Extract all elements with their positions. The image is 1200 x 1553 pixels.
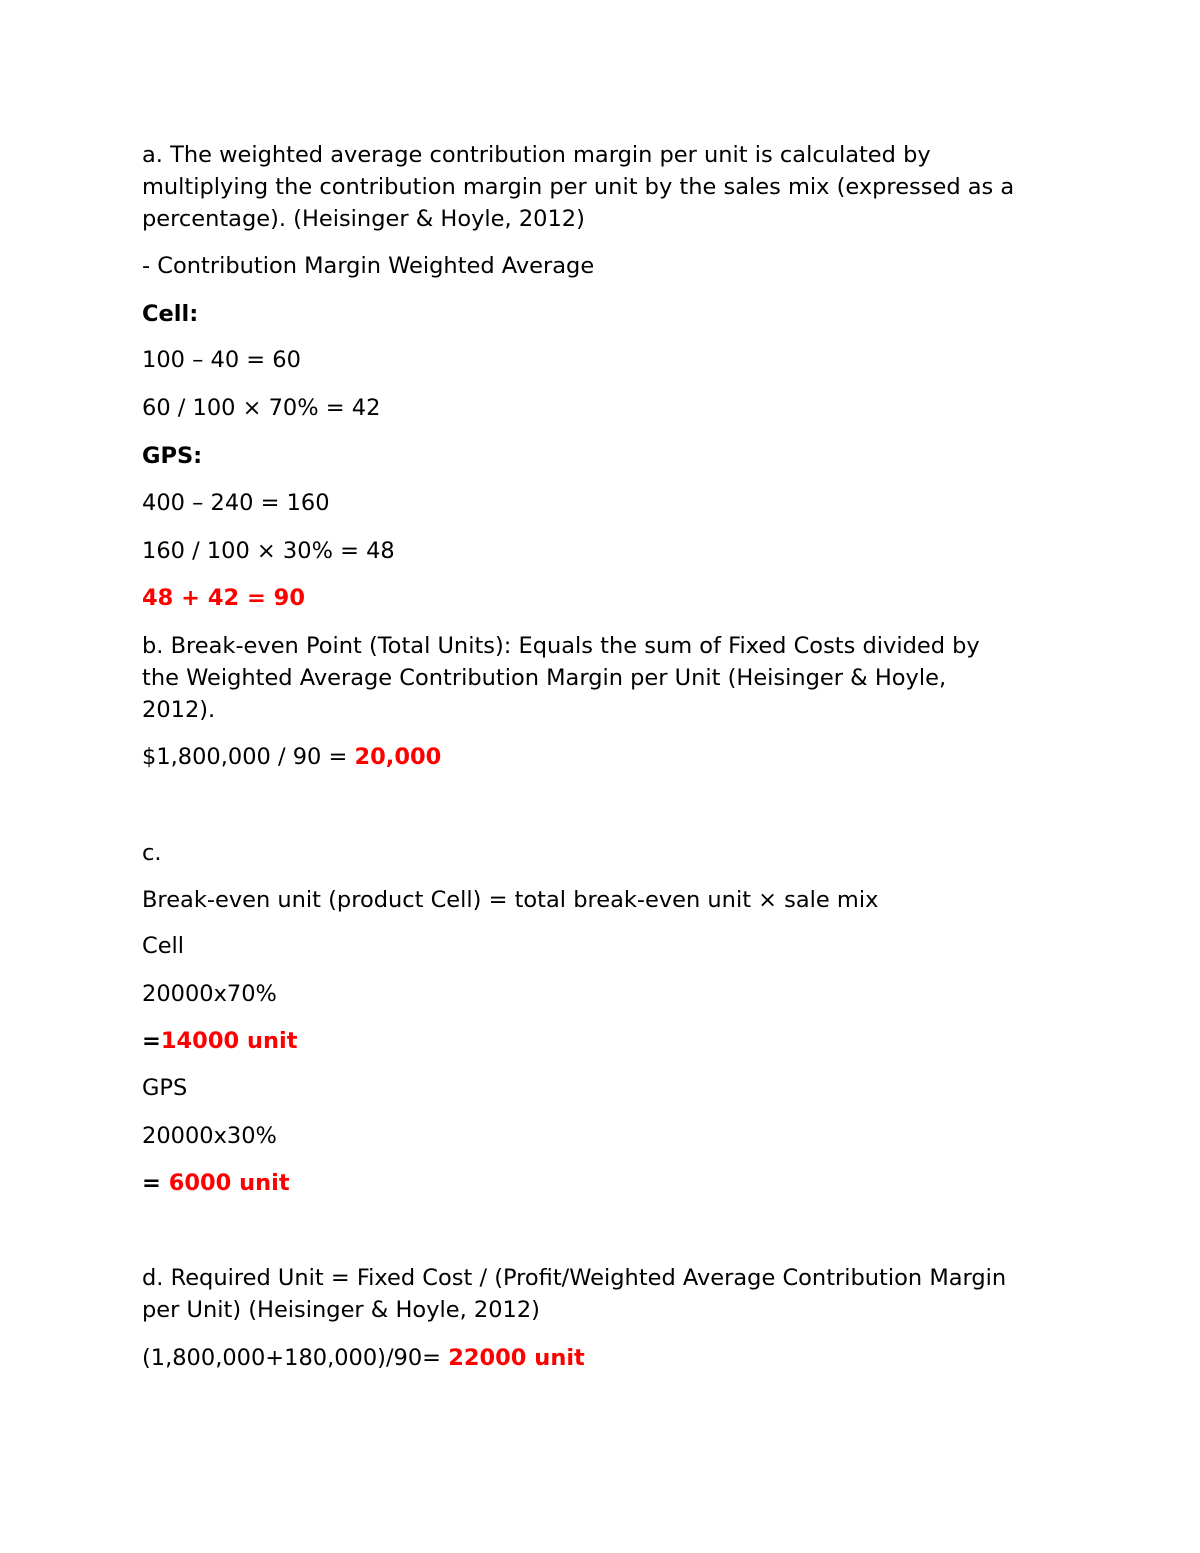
cell-label: Cell: <box>142 301 199 327</box>
part-c-gps-calc: 20000x30% <box>142 1123 277 1149</box>
part-c-cell-result <box>142 1025 1072 1057</box>
gps-result-value: 6000 unit <box>168 1170 290 1196</box>
cell-calc-2: 60 / 100 × 70% = 42 <box>142 395 381 421</box>
part-c-gps-result <box>142 1167 1072 1199</box>
cell-calc-1: 100 – 40 = 60 <box>142 347 301 373</box>
part-c-label: c. <box>142 840 162 866</box>
part-b-line-1: b. Break-even Point (Total Units): Equals the sum of Fixed Costs divided by <box>142 633 980 659</box>
part-d-line-2: per Unit) (Heisinger & Hoyle, 2012) <box>142 1297 540 1323</box>
cell-result-value: 14000 unit <box>160 1028 298 1054</box>
break-even-result: 20,000 <box>354 744 442 770</box>
part-c-cell-calc: 20000x70% <box>142 981 277 1007</box>
break-even-calc <box>142 741 1072 773</box>
gps-calc-1: 400 – 240 = 160 <box>142 490 330 516</box>
part-c-gps-label: GPS <box>142 1075 188 1101</box>
part-a-subheading: - Contribution Margin Weighted Average <box>142 253 595 279</box>
part-b-line-2: the Weighted Average Contribution Margin per Unit (Heisinger & Hoyle, <box>142 665 947 691</box>
part-d-line-1: d. Required Unit = Fixed Cost / (Profit/Weighted Average Contribution Margin <box>142 1265 1007 1291</box>
cell-result-prefix: = <box>142 1028 161 1054</box>
required-units-prefix: (1,800,000+180,000)/90= <box>142 1345 449 1371</box>
part-c-cell-label: Cell <box>142 933 185 959</box>
part-c-formula: Break-even unit (product Cell) = total break-even unit × sale mix <box>142 887 879 913</box>
gps-calc-2: 160 / 100 × 30% = 48 <box>142 538 395 564</box>
part-a-line-2: multiplying the contribution margin per unit by the sales mix (expressed as a <box>142 174 1015 200</box>
part-a-line-3: percentage). (Heisinger & Hoyle, 2012) <box>142 206 585 232</box>
gps-label: GPS: <box>142 443 203 469</box>
required-units-calc <box>142 1342 1072 1374</box>
break-even-calc-prefix: $1,800,000 / 90 = <box>142 744 355 770</box>
part-a-line-1: a. The weighted average contribution margin per unit is calculated by <box>142 142 931 168</box>
gps-result-prefix: = <box>142 1170 169 1196</box>
required-units-result: 22000 unit <box>448 1345 585 1371</box>
part-b-line-3: 2012). <box>142 697 216 723</box>
weighted-average-total: 48 + 42 = 90 <box>142 585 305 611</box>
